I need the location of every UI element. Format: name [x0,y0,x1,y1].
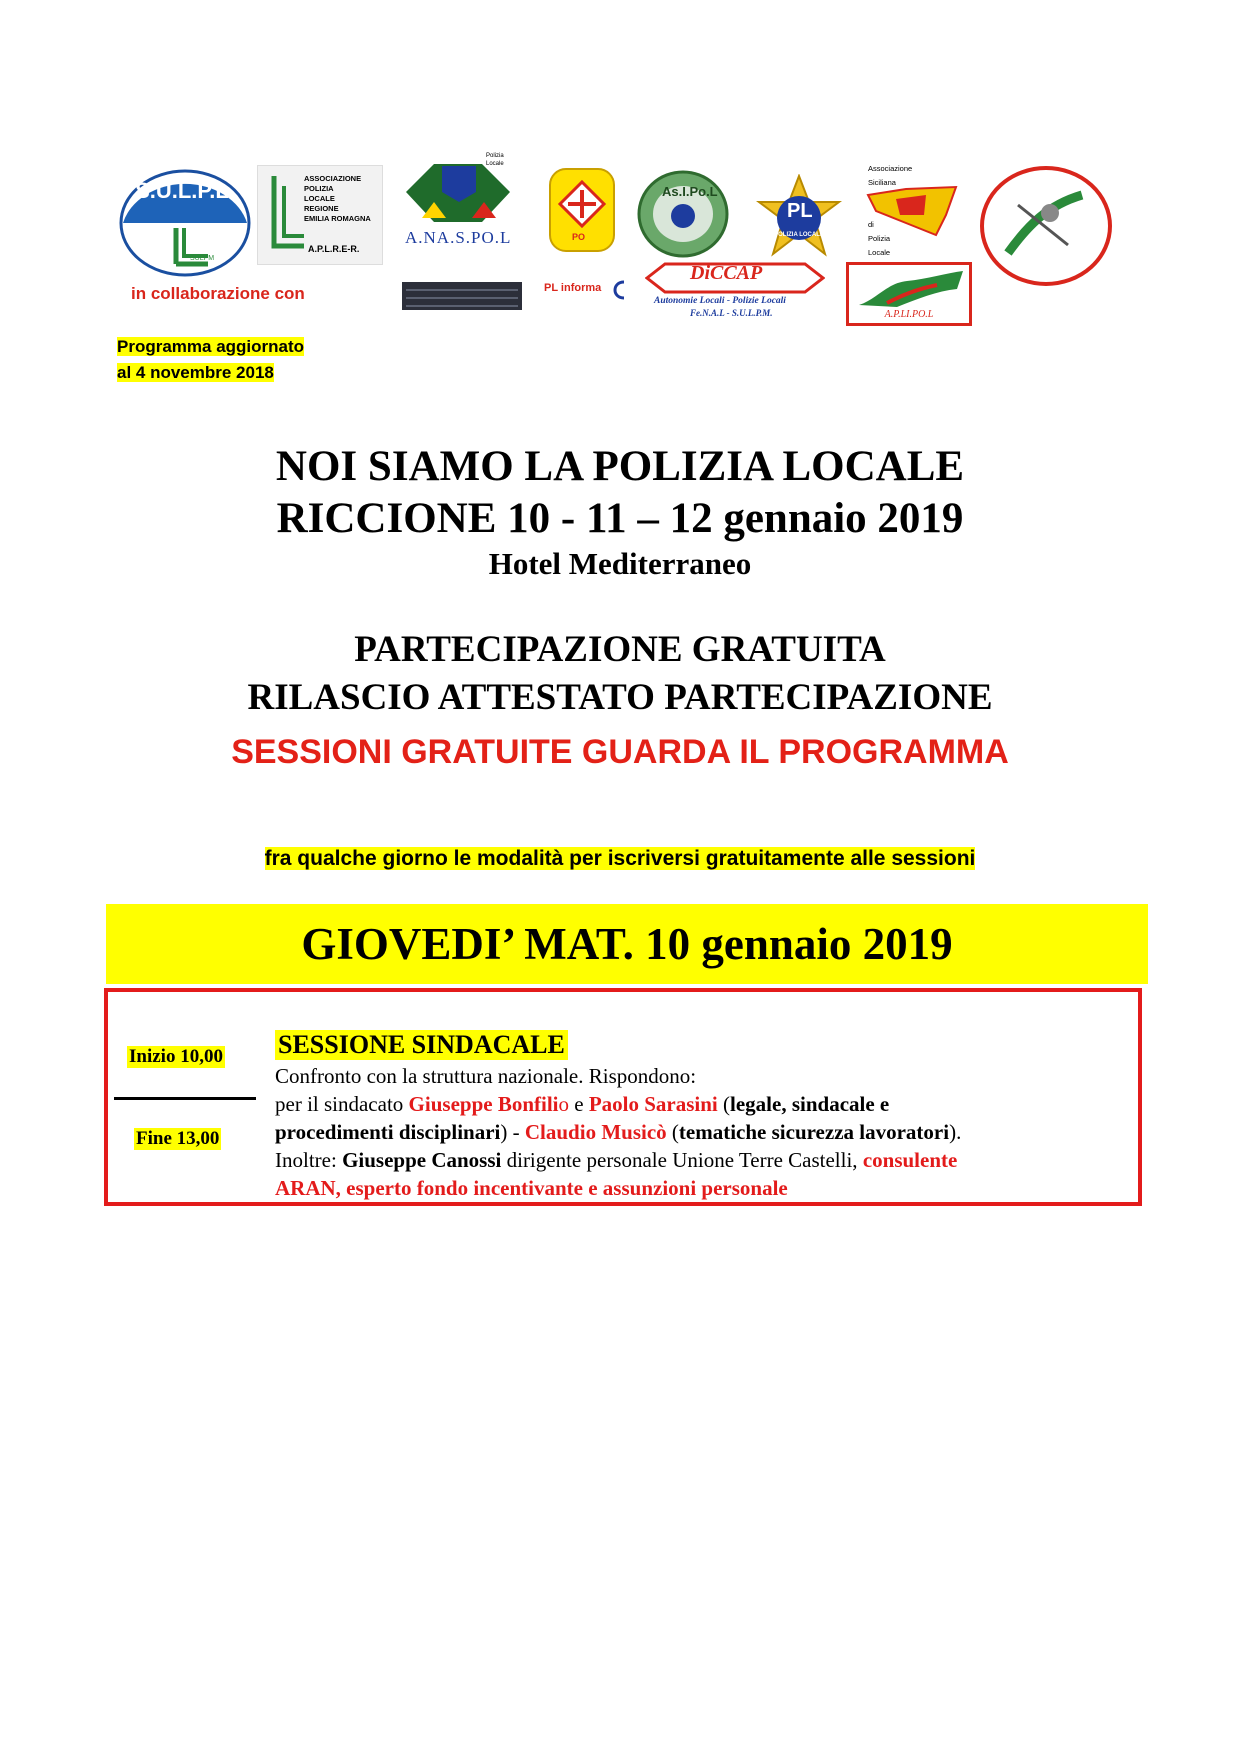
sicilia-line-1: Associazione [868,164,913,173]
paren-open: ( [717,1092,731,1116]
aplrer-line-3: LOCALE [304,194,335,203]
anaspol-shield-icon [404,162,512,224]
session-start-time: Inizio 10,00 [129,1046,223,1067]
registration-notice: fra qualche giorno le modalità per iscriversi gratuitamente alle sessioni [264,847,976,870]
speaker-sarasini: Paolo Sarasini [588,1092,718,1116]
aplrer-line-1: ASSOCIAZIONE [304,174,362,183]
apulipol-name: A.P.LI.PO.L [884,309,934,320]
sicilia-line-5: Locale [868,248,891,257]
event-title: NOI SIAMO LA POLIZIA LOCALE [275,443,965,490]
speaker-bonfilio-a: Giuseppe Bonfili [408,1092,559,1116]
plinforma-name: PL informa [544,282,602,294]
diccap-sub-2: Fe.N.A.L - S.U.L.P.M. [690,308,773,318]
update-note [117,334,304,386]
keyboard-image-icon [402,282,522,310]
time-divider [114,1097,256,1100]
diccap-sub-1: Autonomie Locali - Polizie Locali [654,296,786,306]
pl-badge-sub: POLIZIA LOCALE [774,232,824,238]
aplrer-name: A.P.L.R.E-R. [308,244,360,254]
separator: ) - [500,1120,525,1144]
consultant-label: consulente [862,1148,958,1172]
sicilia-line-4: Polizia [868,234,891,243]
topic-disciplinary: procedimenti disciplinari [275,1120,501,1144]
day-banner: GIOVEDI’ MAT. 10 gennaio 2019 [106,904,1148,984]
po-badge-label: PO [572,232,586,242]
update-note-line-1: Programma aggiornato [117,337,305,356]
apulipol-logo [846,262,972,326]
event-venue: Hotel Mediterraneo [488,546,752,581]
aplrer-mark-icon [264,176,304,256]
aplrer-line-5: EMILIA ROMAGNA [304,214,371,223]
sulpl-logo-title: S.U.L.P.L. [135,178,235,203]
speaker-musico: Claudio Musicò [524,1120,667,1144]
anaspol-side-label: Polizia Locale [486,153,504,167]
session-description [275,1062,1135,1202]
certificate-heading: RILASCIO ATTESTATO PARTECIPAZIONE [247,677,993,718]
plinforma-icon [610,279,628,301]
session-line-4 [275,1146,1135,1174]
topic-safety: tematiche sicurezza lavoratori [678,1120,950,1144]
session-title: SESSIONE SINDACALE [275,1030,568,1060]
aplrer-line-4: REGIONE [304,204,339,213]
free-participation-heading: PARTECIPAZIONE GRATUITA [354,629,886,670]
session-line-2 [275,1090,1135,1118]
session-line-5 [275,1174,1135,1202]
conjunction: e [569,1092,589,1116]
session-line-3 [275,1118,1135,1146]
canossi-role: dirigente personale Unione Terre Castelli, [501,1148,863,1172]
pl-badge-label: PL [787,200,813,222]
collaboration-label: in collaborazione con [131,284,305,303]
aplrer-logo [257,165,383,265]
sulpl-logo-small: SULPM [190,255,215,262]
update-note-line-2: al 4 novembre 2018 [117,363,274,382]
session-end-time: Fine 13,00 [136,1128,220,1149]
asipol-name: As.I.Po.L [662,184,718,199]
diccap-name: DiCCAP [690,262,763,284]
speaker-canossi: Giuseppe Canossi [342,1148,502,1172]
speaker-bonfilio-b: o [558,1092,569,1116]
anaspol-name: A.NA.S.PO.L [405,228,512,247]
sicilia-line-2: Siciliana [868,178,896,187]
aplrer-line-2: POLIZIA [304,184,334,193]
topic-legal: legale, sindacale e [730,1092,890,1116]
sicilia-line-3: di [868,220,874,229]
calabria-association-logo-icon [978,165,1114,287]
free-sessions-heading: SESSIONI GRATUITE GUARDA IL PROGRAMMA [231,733,1009,771]
logo-strip [0,0,1240,330]
apulia-map-icon [857,269,965,309]
event-location-date: RICCIONE 10 - 11 – 12 gennaio 2019 [276,495,964,542]
consultant-detail: ARAN, esperto fondo incentivante e assunzioni personale [275,1176,788,1200]
paren-close: ). [949,1120,962,1144]
speaker-intro: per il sindacato [275,1092,409,1116]
session-line-1: Confronto con la struttura nazionale. Rispondono: [275,1064,697,1088]
paren-open-2: ( [666,1120,679,1144]
also-label: Inoltre: [275,1148,343,1172]
